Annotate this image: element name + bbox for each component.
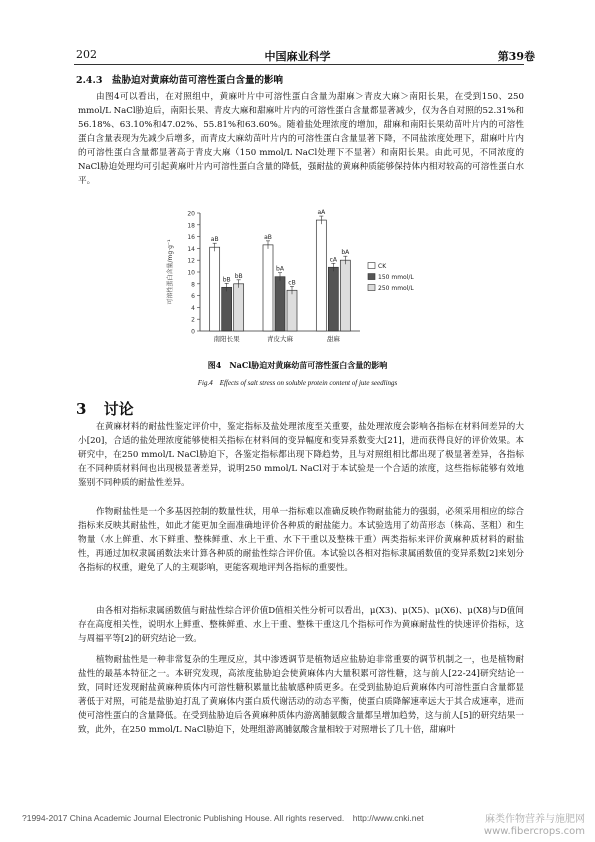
section-3-title: 讨论 — [103, 400, 134, 418]
volume-label: 第39卷 — [497, 50, 535, 63]
bar — [222, 287, 232, 331]
bar-significance-label: aB — [210, 236, 219, 244]
y-tick-label: 12 — [187, 257, 195, 265]
watermark-text: 麻类作物营养与施肥网 — [485, 814, 585, 825]
section-2-4-3-paragraph: 由图4可以看出，在对照组中，黄麻叶片中可溶性蛋白含量为甜麻＞青皮大麻＞南阳长果，在受到150、250 mmol/L NaCl胁迫后，南阳长果、青皮大麻和甜麻叶片内的可溶性蛋白含量都显著减少，仅为各自对照的52.31%和56.18%、63.10%和47.02%、55.81%和63.60%。随着盐处理浓度的增加，甜麻和南阳长果幼苗叶片内的可溶性蛋白含量表现为先减少后增多，而青皮大麻幼苗叶片内的可溶性蛋白含量显著下降，不同盐浓度处理下，甜麻叶片内的可溶性蛋白含量都显著高于青皮大麻（150 mmol/L NaCl处理下不显著）和南阳长果。由此可见，不同浓度的NaCl胁迫处理均可引起黄麻叶片内可溶性蛋白含量的降低，强耐盐的黄麻种质能够保持体内相对较高的可溶性蛋白水平。 — [78, 92, 524, 186]
discussion-paragraph-3: 由各相对指标隶属函数值与耐盐性综合评价值D值相关性分析可以看出，μ(X3)、μ(X5)、μ(X6)、μ(X8)与D值间存在高度相关性，说明水上鲜重、整株鲜重、水上干重、整株干重这几个指标可作为黄麻耐盐性的快速评价指标，这与周福平等[2]的研究结论一致。 — [78, 606, 524, 644]
legend-label: CK — [378, 263, 387, 271]
bar — [328, 267, 338, 331]
x-category-label: 南阳长果 — [213, 335, 240, 343]
legend-label: 250 mmol/L — [378, 285, 414, 293]
bar — [316, 220, 326, 331]
watermark-url: www.fibercrops.com — [483, 826, 585, 837]
bar-significance-label: bA — [276, 265, 284, 273]
legend-swatch — [368, 285, 375, 291]
bar — [340, 260, 350, 331]
bar-significance-label: bA — [341, 249, 350, 257]
y-axis-label: 可溶性蛋白含量/mg·g⁻¹ — [167, 239, 174, 305]
page-number: 202 — [76, 48, 97, 61]
y-tick-label: 6 — [191, 293, 195, 301]
figure-4-chart — [160, 205, 450, 355]
section-3-number: 3 — [76, 400, 87, 418]
discussion-paragraph-2: 作物耐盐性是一个多基因控制的数量性状，用单一指标难以准确反映作物耐盐能力的强弱，必须采用相应的综合指标来反映其耐盐性，如此才能更加全面准确地评价各种质的耐盐能力。本试验选用了幼苗形态（株高、茎粗）和生物量（水上鲜重、水下鲜重、整株鲜重、水上干重、水下干重以及整株干重）两类指标来评价黄麻种质材料的耐盐性，再通过加权隶属函数法来计算各种质的耐盐性综合评价值。本试验以各相对指标隶属函数值的变异系数[2]来划分各指标的权重，避免了人的主观影响，更能客观地评判各指标的重要性。 — [78, 507, 524, 573]
y-tick-label: 2 — [191, 316, 195, 324]
y-tick-label: 0 — [191, 328, 195, 336]
discussion-paragraph-1: 在黄麻材料的耐盐性鉴定评价中，鉴定指标及盐处理浓度至关重要，盐处理浓度会影响各指标在材料间差异的大小[20]，合适的盐处理浓度能够使相关指标在材料间的变异幅度和变异系数变大[21]，进而获得良好的评价效果。本研究中，在250 mmol/L NaCl胁迫下，各鉴定指标都出现下降趋势，且与对照组相比都出现了极显著差异，各指标在不同种质材料间也出现极显著差异，说明250 mmol/L NaCl对于本试验是一个合适的浓度，这些指标能够有效地鉴别不同种质的耐盐性差异。 — [78, 422, 524, 488]
bar — [210, 247, 220, 331]
bar — [263, 245, 273, 331]
bar-significance-label: bB — [234, 272, 243, 280]
legend-swatch — [368, 274, 375, 280]
x-category-label: 甜麻 — [326, 335, 340, 343]
bar-significance-label: cA — [329, 256, 338, 264]
journal-title: 中国麻业科学 — [264, 50, 331, 63]
figure-caption-cn: 图4 NaCl胁迫对黄麻幼苗可溶性蛋白含量的影响 — [207, 360, 388, 370]
bar — [287, 290, 297, 331]
y-tick-label: 10 — [187, 269, 195, 277]
legend-swatch — [368, 263, 375, 269]
y-tick-label: 8 — [191, 281, 195, 289]
bar — [275, 277, 285, 331]
bar-significance-label: cB — [288, 279, 296, 287]
y-tick-label: 16 — [187, 234, 195, 242]
legend-label: 150 mmol/L — [378, 274, 414, 282]
y-tick-label: 14 — [187, 245, 195, 253]
y-tick-label: 4 — [191, 304, 195, 312]
bar — [234, 284, 244, 331]
discussion-paragraph-4: 植物耐盐性是一种非常复杂的生理反应，其中渗透调节是植物适应盐胁迫非常重要的调节机制之一，也是植物耐盐性的最基本特征之一。本研究发现，高浓度盐胁迫会使黄麻体内大量积累可溶性糖，这与前人[22-24]研究结论一致，同时还发现耐盐黄麻种质体内可溶性糖积累量比盐敏感种质更多。在受到盐胁迫后黄麻体内可溶性蛋白含量都显著低于对照，可能是盐胁迫打乱了黄麻体内蛋白质代谢活动的动态平衡，使蛋白质降解速率远大于其合成速率，进而使可溶性蛋白的含量降低。在受到盐胁迫后各黄麻种质体内游离脯氨酸含量都呈增加趋势，这与前人[5]的研究结果一致，此外，在250 mmol/L NaCl胁迫下，处理组游离脯氨酸含量相较于对照增长了几十倍，甜麻叶 — [78, 655, 524, 735]
y-tick-label: 20 — [187, 210, 195, 218]
copyright-footer: ?1994-2017 China Academic Journal Electronic Publishing House. All rights reserved. http://www.cnki.net — [22, 813, 424, 823]
bar-significance-label: aA — [317, 209, 326, 217]
section-3-heading — [76, 398, 134, 419]
section-heading-2-4-3: 2.4.3 盐胁迫对黄麻幼苗可溶性蛋白含量的影响 — [76, 75, 283, 86]
bar-significance-label: bB — [222, 276, 231, 284]
header-rule — [74, 64, 524, 65]
x-category-label: 青皮大麻 — [267, 335, 293, 343]
y-tick-label: 18 — [187, 222, 195, 230]
bar-significance-label: aB — [264, 233, 272, 241]
figure-caption-en: Fig.4 Effects of salt stress on soluble protein content of jute seedlings — [197, 379, 398, 387]
